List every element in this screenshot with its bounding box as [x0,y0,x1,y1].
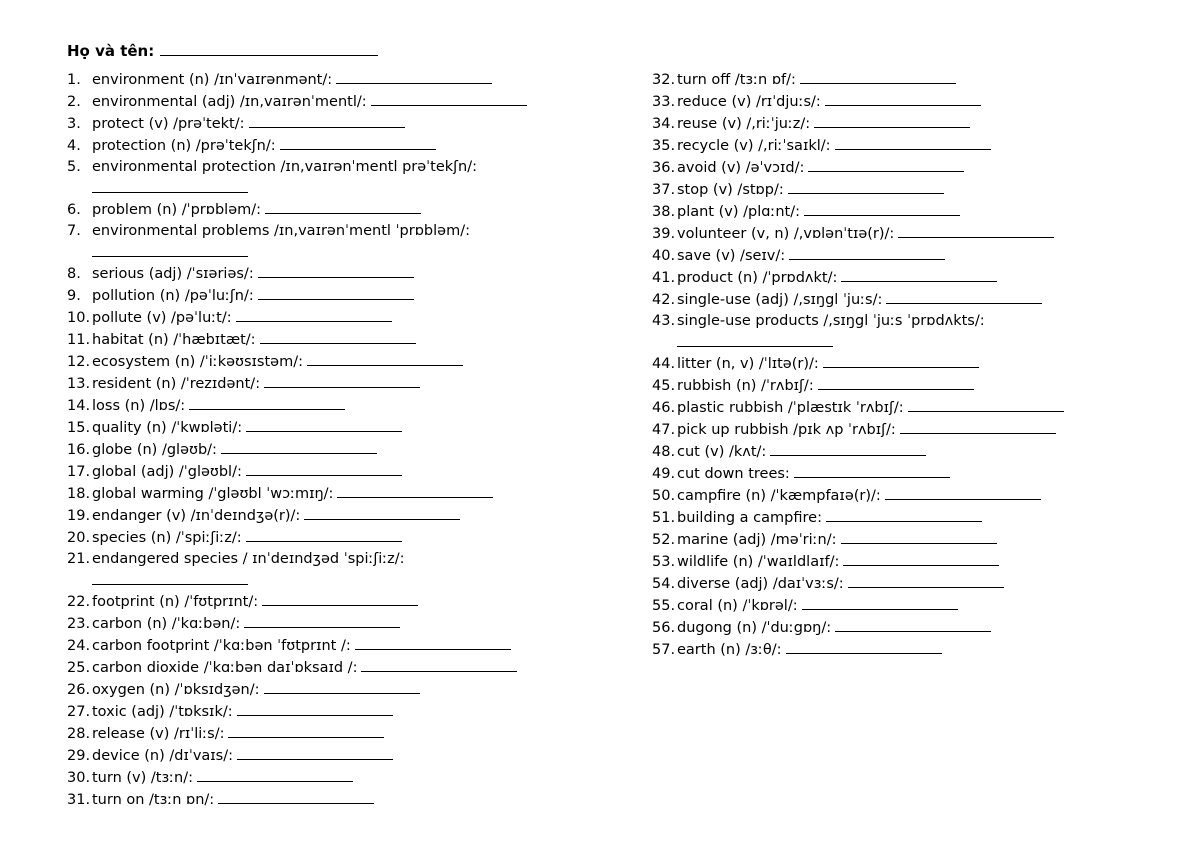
vocab-item [652,201,1152,223]
item-term: reduce (v) /rɪˈdjuːs/: [677,94,821,110]
vocab-item [67,351,607,373]
vocab-item [67,701,607,723]
item-term: volunteer (v, n) /,vɒlənˈtɪə(r)/: [677,226,895,242]
item-number: 51. [652,510,676,526]
answer-blank[interactable] [786,639,942,654]
item-number: 43. [652,313,676,329]
item-term: globe (n) /gləʊb/: [92,442,217,458]
answer-blank[interactable] [835,617,991,632]
vocab-item [67,307,607,329]
answer-blank[interactable] [843,551,999,566]
item-term: toxic (adj) /ˈtɒksɪk/: [92,704,233,720]
item-term: environmental protection /ɪn,vaɪrənˈmentl prəˈtekʃn/: [92,159,478,175]
item-term: dugong (n) /ˈduːgɒŋ/: [677,620,832,636]
vocab-item [67,527,607,549]
item-term: resident (n) /ˈrezɪdənt/: [92,376,261,392]
item-term: global warming /ˈgləʊbl ˈwɔːmɪŋ/: [92,486,334,502]
vocab-item [67,285,607,307]
item-term: ecosystem (n) /ˈiːkəʊsɪstəm/: [92,354,303,370]
item-number: 31. [67,792,91,808]
item-term: cut down trees: [677,466,790,482]
item-number: 52. [652,532,676,548]
item-number: 50. [652,488,676,504]
vocab-item [67,113,607,135]
vocab-item [652,135,1152,157]
item-number: 21. [67,551,91,567]
vocab-item [652,311,1152,353]
item-term: plastic rubbish /ˈplæstɪk ˈrʌbɪʃ/: [677,400,904,416]
vocab-item [67,679,607,701]
name-label: Họ và tên: [67,42,155,60]
vocab-item [652,245,1152,267]
item-number: 49. [652,466,676,482]
item-number: 40. [652,248,676,264]
item-number: 45. [652,378,676,394]
vocab-item [67,483,607,505]
answer-blank[interactable] [189,395,345,410]
item-number: 16. [67,442,91,458]
item-term: avoid (v) /əˈvɔɪd/: [677,160,805,176]
item-number: 2. [67,94,81,110]
vocab-item [67,199,607,221]
vocab-item [652,639,1152,661]
item-number: 41. [652,270,676,286]
item-number: 3. [67,116,81,132]
item-number: 36. [652,160,676,176]
item-number: 19. [67,508,91,524]
item-term: turn (v) /tɜːn/: [92,770,194,786]
item-term: environmental (adj) /ɪn,vaɪrənˈmentl/: [92,94,367,110]
vocab-item [652,69,1152,91]
vocab-item [67,395,607,417]
item-term: rubbish (n) /ˈrʌbɪʃ/: [677,378,814,394]
item-term: reuse (v) /,riːˈjuːz/: [677,116,811,132]
vocab-item [67,657,607,679]
answer-blank[interactable] [800,69,956,84]
answer-blank[interactable] [770,441,926,456]
vocab-item [652,419,1152,441]
item-term: environment (n) /ɪnˈvaɪrənmənt/: [92,72,333,88]
item-number: 54. [652,576,676,592]
answer-blank[interactable] [264,373,420,388]
item-number: 56. [652,620,676,636]
item-term: device (n) /dɪˈvaɪs/: [92,748,233,764]
answer-blank[interactable] [823,353,979,368]
item-number: 25. [67,660,91,676]
item-term: save (v) /seɪv/: [677,248,786,264]
answer-blank[interactable] [236,307,392,322]
item-term: diverse (adj) /daɪˈvɜːs/: [677,576,844,592]
item-term: loss (n) /lɒs/: [92,398,186,414]
vocab-item [67,745,607,767]
answer-blank[interactable] [264,679,420,694]
item-term: stop (v) /stɒp/: [677,182,784,198]
item-number: 18. [67,486,91,502]
answer-blank[interactable] [237,701,393,716]
answer-blank[interactable] [788,179,944,194]
answer-blank[interactable] [794,463,950,478]
answer-blank[interactable] [237,745,393,760]
item-number: 13. [67,376,91,392]
vocab-item [652,113,1152,135]
item-term: single-use products /,sɪŋgl ˈjuːs ˈprɒdʌkts/: [677,313,985,329]
answer-blank[interactable] [280,135,436,150]
item-term: endanger (v) /ɪnˈdeɪndʒə(r)/: [92,508,301,524]
item-number: 4. [67,138,81,154]
vocab-item [67,767,607,789]
item-term: recycle (v) /,riːˈsaɪkl/: [677,138,831,154]
answer-blank[interactable] [814,113,970,128]
item-number: 32. [652,72,676,88]
item-term: turn on /tɜːn ɒn/: [92,792,215,808]
item-number: 23. [67,616,91,632]
vocab-column-right [652,69,1152,661]
item-number: 33. [652,94,676,110]
vocab-item [67,373,607,395]
answer-blank[interactable] [228,723,384,738]
answer-blank[interactable] [221,439,377,454]
item-number: 5. [67,159,81,175]
answer-blank[interactable] [825,91,981,106]
item-number: 39. [652,226,676,242]
item-number: 20. [67,530,91,546]
vocab-item [67,549,607,591]
answer-blank[interactable] [92,570,248,585]
vocab-item [67,439,607,461]
item-term: earth (n) /ɜːθ/: [677,642,782,658]
item-term: environmental problems /ɪn,vaɪrənˈmentl ˈprɒbləm/: [92,223,470,239]
name-field-row [67,40,378,62]
vocab-item [67,221,607,263]
vocab-item [652,529,1152,551]
vocab-item [652,157,1152,179]
item-term: protect (v) /prəˈtekt/: [92,116,245,132]
item-term: single-use (adj) /,sɪŋgl ˈjuːs/: [677,292,883,308]
vocab-item [652,91,1152,113]
answer-blank[interactable] [197,767,353,782]
item-number: 48. [652,444,676,460]
item-number: 9. [67,288,81,304]
vocab-item [67,417,607,439]
item-number: 15. [67,420,91,436]
item-number: 7. [67,223,81,239]
answer-blank[interactable] [260,329,416,344]
vocab-item [652,353,1152,375]
item-number: 46. [652,400,676,416]
item-number: 37. [652,182,676,198]
item-number: 26. [67,682,91,698]
answer-blank[interactable] [246,461,402,476]
item-term: plant (v) /plɑːnt/: [677,204,800,220]
item-term: habitat (n) /ˈhæbɪtæt/: [92,332,256,348]
answer-blank[interactable] [265,199,421,214]
vocab-item [67,613,607,635]
answer-blank[interactable] [307,351,463,366]
vocab-item [652,223,1152,245]
vocab-item [67,69,607,91]
item-term: quality (n) /ˈkwɒləti/: [92,420,243,436]
item-number: 30. [67,770,91,786]
item-number: 11. [67,332,91,348]
item-number: 44. [652,356,676,372]
item-term: oxygen (n) /ˈɒksɪdʒən/: [92,682,260,698]
vocab-item [67,591,607,613]
item-term: pollute (v) /pəˈluːt/: [92,310,232,326]
item-number: 47. [652,422,676,438]
answer-blank[interactable] [804,201,960,216]
answer-blank[interactable] [92,242,248,257]
item-term: carbon footprint /ˈkɑːbən ˈfʊtprɪnt /: [92,638,351,654]
answer-blank[interactable] [336,69,492,84]
vocab-item [652,441,1152,463]
item-term: campfire (n) /ˈkæmpfaɪə(r)/: [677,488,881,504]
item-term: carbon (n) /ˈkɑːbən/: [92,616,241,632]
item-number: 22. [67,594,91,610]
item-number: 14. [67,398,91,414]
answer-blank[interactable] [218,789,374,804]
vocab-item [67,157,607,199]
answer-blank[interactable] [304,505,460,520]
vocab-item [67,135,607,157]
answer-blank[interactable] [885,485,1041,500]
item-term: pollution (n) /pəˈluːʃn/: [92,288,254,304]
item-number: 24. [67,638,91,654]
item-number: 57. [652,642,676,658]
item-term: global (adj) /ˈgləʊbl/: [92,464,242,480]
answer-blank[interactable] [898,223,1054,238]
answer-blank[interactable] [262,591,418,606]
answer-blank[interactable] [246,417,402,432]
item-number: 38. [652,204,676,220]
item-term: litter (n, v) /ˈlɪtə(r)/: [677,356,819,372]
vocab-column-left [67,69,607,811]
vocab-item [652,507,1152,529]
item-term: protection (n) /prəˈtekʃn/: [92,138,276,154]
item-term: release (v) /rɪˈliːs/: [92,726,225,742]
answer-blank[interactable] [808,157,964,172]
answer-blank[interactable] [371,91,527,106]
answer-blank[interactable] [258,285,414,300]
answer-blank[interactable] [249,113,405,128]
answer-blank[interactable] [337,483,493,498]
vocab-item [652,463,1152,485]
name-input-line[interactable] [160,40,378,56]
item-number: 17. [67,464,91,480]
answer-blank[interactable] [361,657,517,672]
item-number: 12. [67,354,91,370]
vocab-item [652,485,1152,507]
vocab-item [652,179,1152,201]
answer-blank[interactable] [848,573,1004,588]
item-term: footprint (n) /ˈfʊtprɪnt/: [92,594,259,610]
answer-blank[interactable] [841,529,997,544]
item-number: 34. [652,116,676,132]
item-number: 8. [67,266,81,282]
vocab-item [652,267,1152,289]
vocab-item [67,461,607,483]
item-term: marine (adj) /məˈriːn/: [677,532,837,548]
item-term: problem (n) /ˈprɒbləm/: [92,202,262,218]
item-term: endangered species / ɪnˈdeɪndʒəd ˈspiːʃiːz/: [92,551,405,567]
vocab-item [652,551,1152,573]
vocab-item [67,91,607,113]
item-number: 6. [67,202,81,218]
vocab-item [652,573,1152,595]
item-term: serious (adj) /ˈsɪəriəs/: [92,266,254,282]
answer-blank[interactable] [355,635,511,650]
vocab-item [67,789,607,811]
item-term: building a campfire: [677,510,822,526]
vocab-item [652,397,1152,419]
answer-blank[interactable] [900,419,1056,434]
item-number: 35. [652,138,676,154]
vocab-item [67,635,607,657]
vocab-item [652,595,1152,617]
item-term: cut (v) /kʌt/: [677,444,767,460]
item-number: 28. [67,726,91,742]
item-number: 27. [67,704,91,720]
answer-blank[interactable] [835,135,991,150]
answer-blank[interactable] [677,332,833,347]
answer-blank[interactable] [244,613,400,628]
answer-blank[interactable] [258,263,414,278]
answer-blank[interactable] [886,289,1042,304]
item-term: pick up rubbish /pɪk ʌp ˈrʌbɪʃ/: [677,422,896,438]
vocab-item [652,375,1152,397]
answer-blank[interactable] [246,527,402,542]
vocab-item [67,505,607,527]
item-number: 55. [652,598,676,614]
item-term: turn off /tɜːn ɒf/: [677,72,796,88]
answer-blank[interactable] [92,178,248,193]
answer-blank[interactable] [826,507,982,522]
vocab-item [67,263,607,285]
answer-blank[interactable] [802,595,958,610]
item-number: 53. [652,554,676,570]
item-number: 42. [652,292,676,308]
item-term: species (n) /ˈspiːʃiːz/: [92,530,242,546]
item-number: 10. [67,310,91,326]
answer-blank[interactable] [841,267,997,282]
vocab-item [67,329,607,351]
item-term: product (n) /ˈprɒdʌkt/: [677,270,838,286]
answer-blank[interactable] [908,397,1064,412]
vocab-item [652,289,1152,311]
vocab-item [67,723,607,745]
item-term: carbon dioxide /ˈkɑːbən daɪˈɒksaɪd /: [92,660,358,676]
vocab-item [652,617,1152,639]
item-term: wildlife (n) /ˈwaɪldlaɪf/: [677,554,840,570]
answer-blank[interactable] [818,375,974,390]
item-number: 1. [67,72,81,88]
item-number: 29. [67,748,91,764]
answer-blank[interactable] [789,245,945,260]
item-term: coral (n) /ˈkɒrəl/: [677,598,798,614]
